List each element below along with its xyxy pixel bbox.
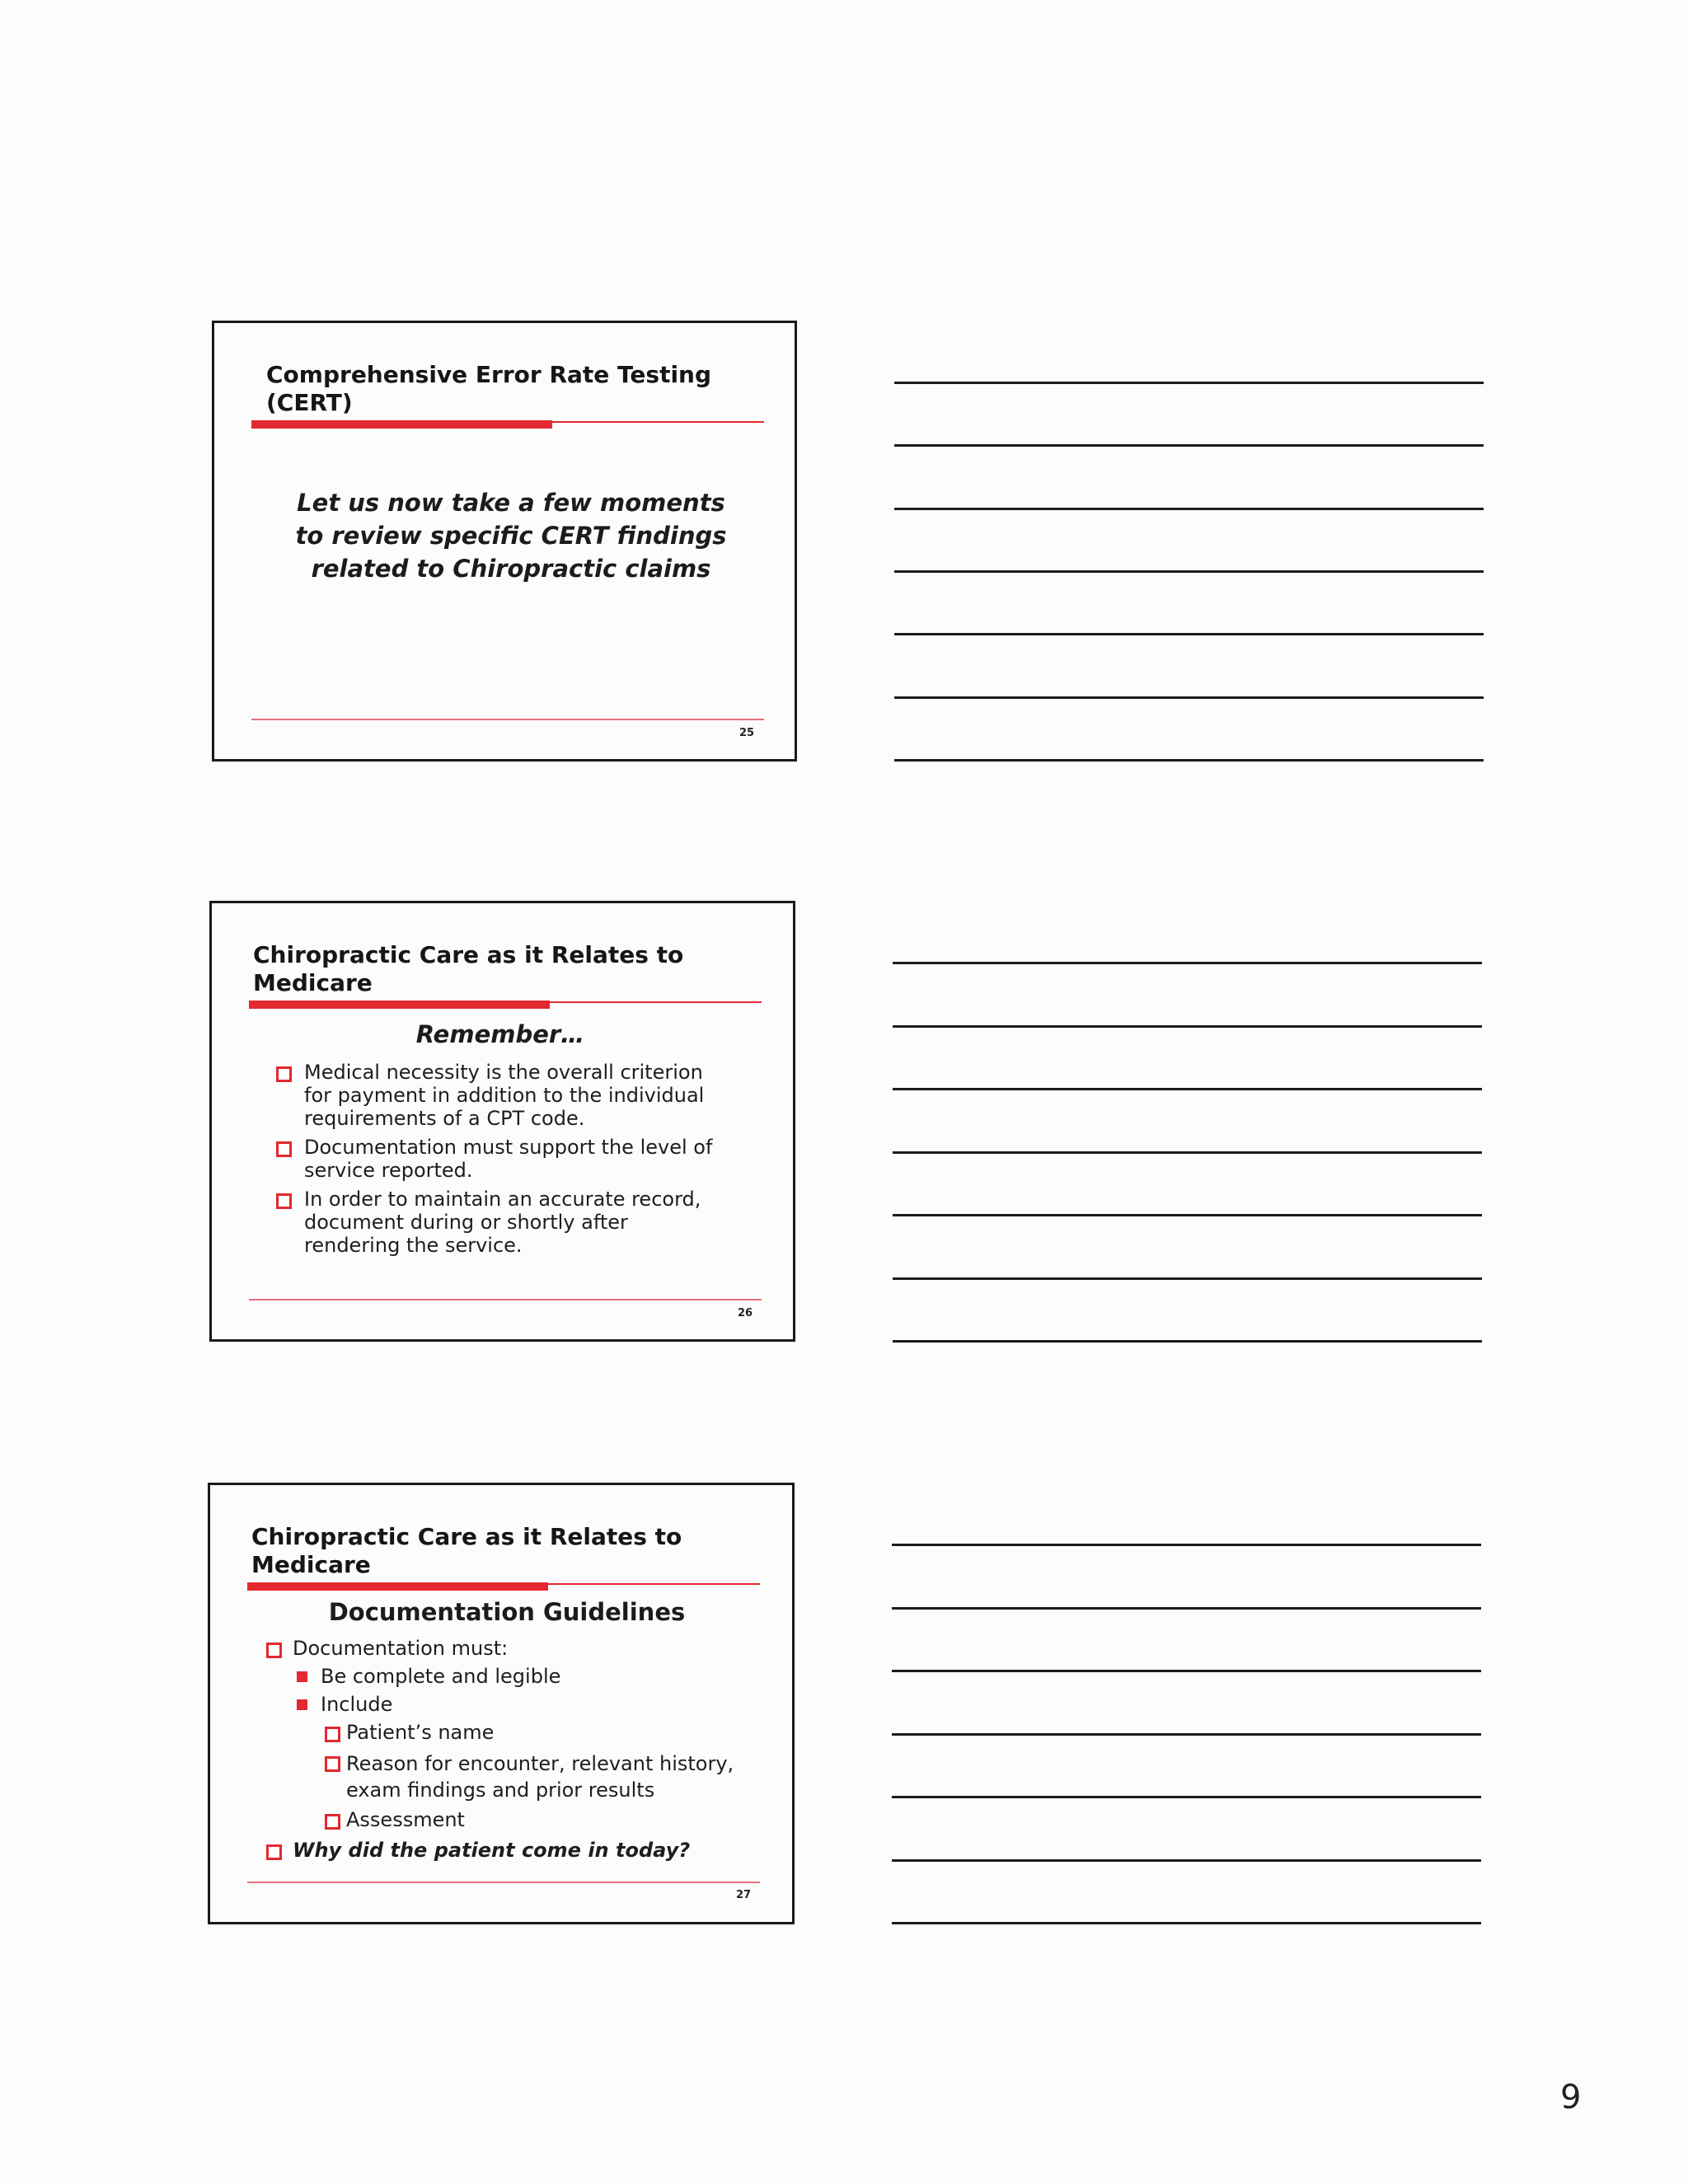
list-item: In order to maintain an accurate record, document during or shortly after rendering the service.: [278, 1188, 772, 1257]
footer-rule: [249, 1299, 762, 1301]
footer-rule: [251, 719, 764, 720]
slide-subheading: Remember…: [415, 1020, 585, 1048]
note-line: [892, 1922, 1481, 1924]
list-item: Documentation must:: [266, 1637, 777, 1660]
bullet-box-icon: [325, 1814, 340, 1830]
title-underline-thin: [249, 1001, 762, 1003]
slide-body-text: Let us now take a few moments to review specific CERT findings related to Chiropractic claims: [295, 489, 727, 583]
note-line: [894, 696, 1484, 699]
slide-26: [209, 901, 795, 1342]
list-item: Medical necessity is the overall criterion for payment in addition to the individual requirements of a CPT code.: [278, 1061, 772, 1130]
title-underline-thin: [247, 1583, 760, 1585]
slide-title: Chiropractic Care as it Relates to Medicare: [253, 941, 684, 996]
note-line: [894, 633, 1484, 635]
list-item: Patient’s name: [266, 1721, 777, 1744]
note-line: [893, 1277, 1482, 1280]
list-item: Include: [266, 1693, 777, 1716]
slide-number: 25: [739, 727, 755, 739]
bullet-box-icon: [276, 1141, 292, 1157]
note-line: [893, 1214, 1482, 1216]
note-line: [892, 1544, 1481, 1546]
list-item: Assessment: [266, 1808, 777, 1831]
bullet-square-icon: [297, 1671, 307, 1682]
bullet-list: [266, 1637, 777, 1862]
note-line: [894, 570, 1484, 573]
bullet-box-icon: [325, 1727, 340, 1742]
bullet-box-icon: [325, 1756, 340, 1772]
note-line: [894, 508, 1484, 510]
note-line: [892, 1607, 1481, 1610]
note-line: [893, 1151, 1482, 1154]
note-line: [892, 1859, 1481, 1862]
title-underline-thin: [251, 421, 764, 423]
note-line: [893, 1340, 1482, 1343]
bullet-box-icon: [276, 1066, 292, 1082]
slide-title: Comprehensive Error Rate Testing (CERT): [266, 361, 712, 416]
note-line: [893, 1025, 1482, 1028]
list-item: Documentation must support the level of service reported.: [278, 1136, 772, 1182]
list-item: Why did the patient come in today?: [266, 1839, 777, 1862]
note-line: [894, 382, 1484, 384]
bullet-square-icon: [297, 1699, 307, 1710]
bullet-box-icon: [266, 1844, 282, 1860]
slide-title: Chiropractic Care as it Relates to Medicare: [251, 1523, 682, 1578]
page-number: 9: [1560, 2079, 1582, 2116]
slide-25: [212, 321, 797, 762]
list-item: Reason for encounter, relevant history, exam findings and prior results: [266, 1750, 777, 1803]
footer-rule: [247, 1882, 760, 1883]
note-line: [894, 759, 1484, 762]
bullet-box-icon: [266, 1643, 282, 1658]
bullet-box-icon: [276, 1193, 292, 1209]
note-line: [894, 444, 1484, 447]
note-line: [892, 1670, 1481, 1672]
note-line: [893, 962, 1482, 964]
slide-subheading: Documentation Guidelines: [328, 1598, 686, 1626]
note-line: [892, 1796, 1481, 1798]
slide-27: [208, 1483, 795, 1924]
note-line: [892, 1733, 1481, 1736]
slide-number: 26: [738, 1307, 753, 1319]
bullet-list: [278, 1061, 772, 1257]
note-line: [893, 1088, 1482, 1090]
list-item: Be complete and legible: [266, 1665, 777, 1688]
slide-number: 27: [736, 1889, 752, 1901]
